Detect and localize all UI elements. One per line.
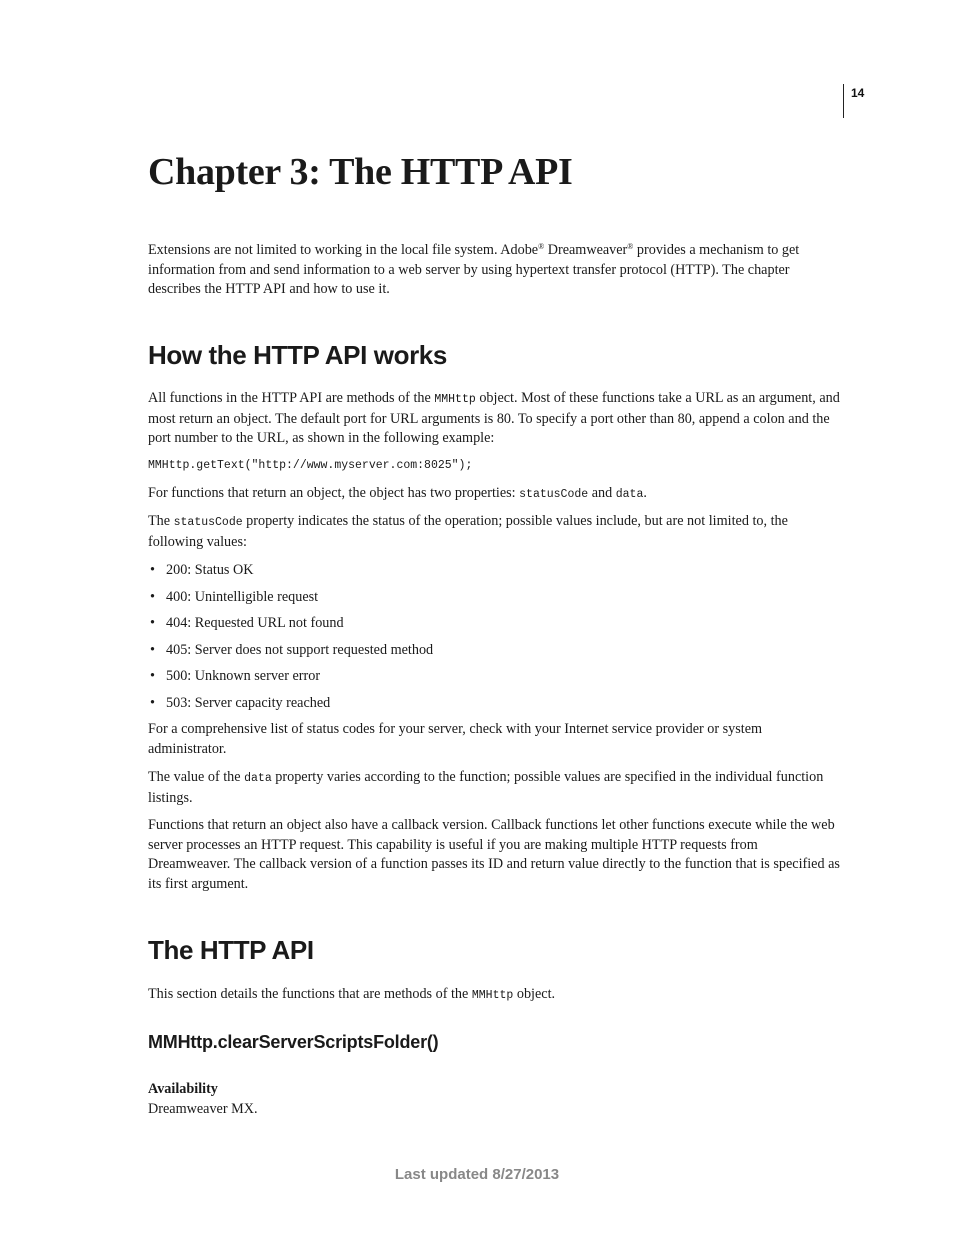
text: object. Most of these functions take a URL as an argument, and most return an object. The default port for URL arguments is 80. To specify a port other than 80, append a colon and the port number to the URL, as shown in the following example:: [148, 390, 840, 446]
section-heading-http-api: The HTTP API: [148, 935, 314, 965]
code-inline: MMHttp: [434, 393, 476, 406]
page-number-rule: [843, 84, 844, 118]
text: property indicates the status of the operation; possible values include, but are not limited to, the following values:: [148, 513, 788, 550]
bullet-icon: •: [150, 695, 155, 711]
code-example: MMHttp.getText("http://www.myserver.com:8025");: [148, 459, 473, 472]
bullet-icon: •: [150, 642, 155, 658]
list-item: [148, 614, 344, 633]
text: This section details the functions that are methods of the: [148, 986, 472, 1002]
chapter-title: Chapter 3: The HTTP API: [148, 151, 573, 193]
list-item-text: 503: Server capacity reached: [166, 695, 331, 711]
text: and: [588, 485, 616, 501]
list-item-text: 405: Server does not support requested method: [166, 642, 434, 658]
data-property-paragraph: [148, 768, 840, 808]
statuscode-paragraph: [148, 512, 840, 552]
list-item: [148, 667, 320, 686]
callback-paragraph: Functions that return an object also have a callback version. Callback functions let other functions execute while the web server processes an HTTP request. This capability is useful if you are making multiple HTTP requests from Dreamweaver. The callback version of a function passes its ID and return value directly to the function that is specified as its first argument.: [148, 817, 840, 892]
bullet-icon: •: [150, 589, 155, 605]
intro-text-3: provides a mechanism to get information from and send information to a web server by using hypertext transfer protocol (HTTP). The chapter describes the HTTP API and how to use it.: [148, 242, 800, 297]
intro-text-2: Dreamweaver: [544, 242, 628, 258]
list-item-text: 400: Unintelligible request: [166, 589, 319, 605]
section-heading-how-it-works: How the HTTP API works: [148, 340, 447, 370]
registered-mark: ®: [538, 242, 545, 251]
code-inline: MMHttp: [471, 989, 514, 1002]
bullet-icon: •: [150, 615, 155, 631]
list-item: [148, 641, 433, 660]
footer-last-updated: Last updated 8/27/2013: [394, 1166, 560, 1183]
code-inline: statusCode: [519, 488, 589, 501]
list-item: [148, 561, 254, 580]
list-item-text: 500: Unknown server error: [166, 668, 321, 684]
list-item: [148, 694, 330, 713]
bullet-icon: •: [150, 562, 155, 578]
code-inline: data: [244, 772, 272, 785]
list-item-text: 404: Requested URL not found: [166, 615, 344, 631]
code-inline: data: [615, 488, 644, 501]
code-inline: statusCode: [173, 516, 243, 529]
text: .: [643, 485, 647, 501]
availability-value: Dreamweaver MX.: [148, 1101, 258, 1117]
intro-text-1: Extensions are not limited to working in the local file system. Adobe: [148, 242, 539, 258]
how-it-works-paragraph: [148, 389, 840, 449]
page-number: 14: [851, 86, 865, 100]
text: All functions in the HTTP API are methods of the: [148, 390, 435, 406]
text: object.: [513, 986, 556, 1002]
list-item: [148, 588, 318, 607]
status-codes-reference-paragraph: For a comprehensive list of status codes for your server, check with your Internet service provider or system administrator.: [148, 721, 763, 757]
function-heading: MMHttp.clearServerScriptsFolder(): [148, 1032, 439, 1052]
text: property varies according to the function; possible values are specified in the individual function listings.: [148, 769, 824, 806]
text: For functions that return an object, the object has two properties:: [148, 485, 520, 501]
availability-label: Availability: [148, 1081, 218, 1097]
bullet-icon: •: [150, 668, 155, 684]
list-item-text: 200: Status OK: [166, 562, 254, 578]
registered-mark: ®: [627, 242, 634, 251]
intro-paragraph: [148, 241, 840, 300]
text: The: [148, 513, 174, 529]
properties-paragraph: [148, 484, 840, 505]
text: The value of the: [148, 769, 245, 785]
section-intro-paragraph: [148, 985, 840, 1006]
